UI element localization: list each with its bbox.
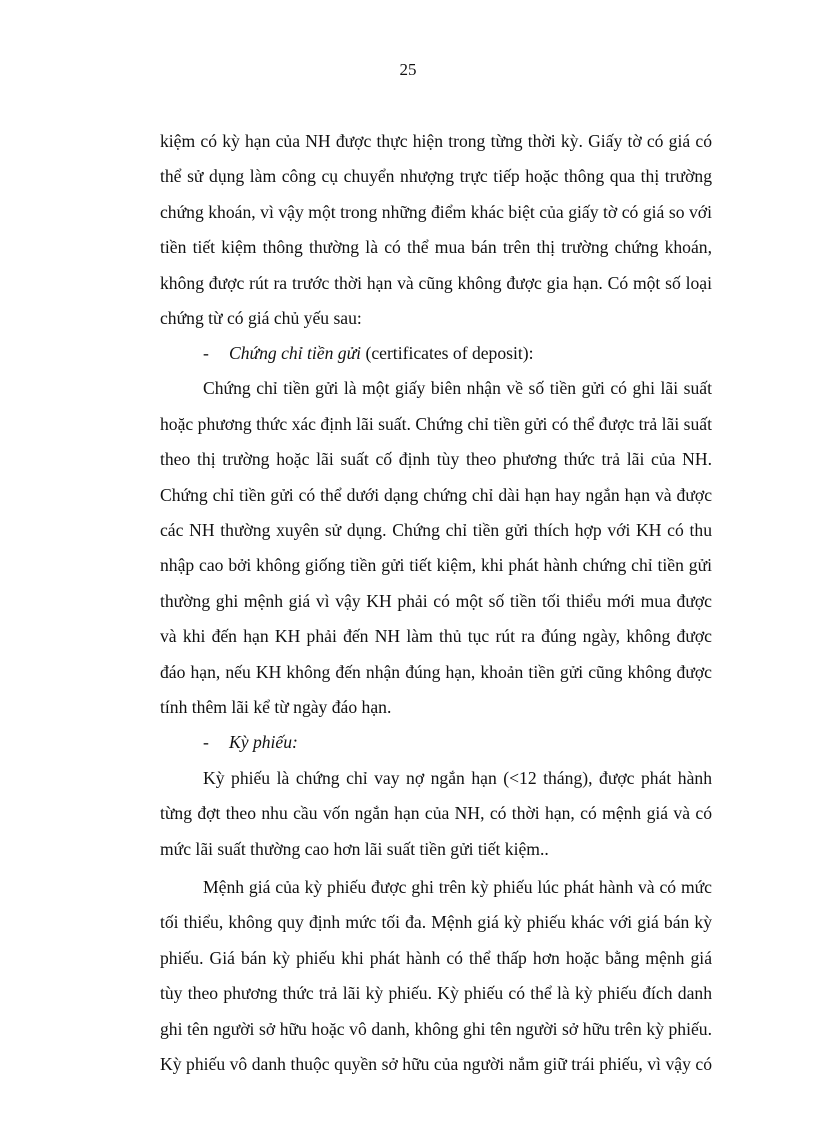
bullet-promissory-note	[203, 730, 712, 754]
paragraph-line: nhập cao bởi không giống tiền gửi tiết kiệm, khi phát hành chứng chỉ tiền gửi	[160, 555, 712, 575]
paragraph-line: kiệm có kỳ hạn của NH được thực hiện trong từng thời kỳ. Giấy tờ có giá có	[160, 131, 712, 151]
paragraph-line: Kỳ phiếu là chứng chỉ vay nợ ngắn hạn (<12 tháng), được phát hành	[203, 768, 712, 788]
paragraph-line: các NH thường xuyên sử dụng. Chứng chỉ tiền gửi thích hợp với KH có thu	[160, 520, 712, 540]
paragraph-line: theo thị trường hoặc lãi suất cố định tùy theo phương thức trả lãi của NH.	[160, 449, 712, 469]
paragraph-line: Chứng chỉ tiền gửi là một giấy biên nhận về số tiền gửi có ghi lãi suất	[203, 378, 712, 398]
paragraph-line: thường ghi mệnh giá vì vậy KH phải có một số tiền tối thiểu mới mua được	[160, 591, 712, 611]
paragraph-line: hoặc phương thức xác định lãi suất. Chứng chỉ tiền gửi có thể được trả lãi suất	[160, 414, 712, 434]
page-number: 25	[399, 60, 417, 79]
paragraph-line: chứng từ có giá chủ yếu sau:	[160, 308, 362, 328]
paragraph-line: từng đợt theo nhu cầu vốn ngắn hạn của NH, có thời hạn, có mệnh giá và có	[160, 803, 712, 823]
paragraph-line: tính thêm lãi kể từ ngày đáo hạn.	[160, 697, 392, 717]
bullet-certificates-of-deposit	[203, 341, 712, 365]
paragraph-line: phiếu. Giá bán kỳ phiếu khi phát hành có thể thấp hơn hoặc bằng mệnh giá	[160, 948, 712, 968]
paragraph-line: ghi tên người sở hữu hoặc vô danh, không ghi tên người sở hữu trên kỳ phiếu.	[160, 1019, 712, 1039]
paragraph-line: không được rút ra trước thời hạn và cũng không được gia hạn. Có một số loại	[160, 273, 712, 293]
paragraph-line: tiền tiết kiệm thông thường là có thể mua bán trên thị trường chứng khoán,	[160, 237, 712, 257]
bullet-dash: -	[203, 732, 209, 752]
bullet-rest: (certificates of deposit):	[361, 343, 534, 363]
paragraph-line: và khi đến hạn KH phải đến NH làm thủ tục rút ra đúng ngày, không được	[160, 626, 712, 646]
paragraph-line: đáo hạn, nếu KH không đến nhận đúng hạn, khoản tiền gửi cũng không được	[160, 662, 712, 682]
paragraph-line: thể sử dụng làm công cụ chuyển nhượng trực tiếp hoặc thông qua thị trường	[160, 166, 712, 186]
paragraph-line: Kỳ phiếu vô danh thuộc quyền sở hữu của người nắm giữ trái phiếu, vì vậy có	[160, 1054, 712, 1074]
bullet-term: Chứng chỉ tiền gửi	[229, 343, 362, 363]
bullet-dash: -	[203, 343, 209, 363]
bullet-term: Kỳ phiếu:	[229, 732, 298, 752]
paragraph-line: mức lãi suất thường cao hơn lãi suất tiền gửi tiết kiệm..	[160, 839, 549, 859]
paragraph-line: tối thiểu, không quy định mức tối đa. Mệnh giá kỳ phiếu khác với giá bán kỳ	[160, 912, 712, 932]
paragraph-line: chứng khoán, vì vậy một trong những điểm khác biệt của giấy tờ có giá so với	[160, 202, 712, 222]
paragraph-line: tùy theo phương thức trả lãi kỳ phiếu. Kỳ phiếu có thể là kỳ phiếu đích danh	[160, 983, 712, 1003]
paragraph-line: Chứng chỉ tiền gửi có thể dưới dạng chứng chỉ dài hạn hay ngắn hạn và được	[160, 485, 712, 505]
paragraph-line: Mệnh giá của kỳ phiếu được ghi trên kỳ phiếu lúc phát hành và có mức	[203, 877, 712, 897]
